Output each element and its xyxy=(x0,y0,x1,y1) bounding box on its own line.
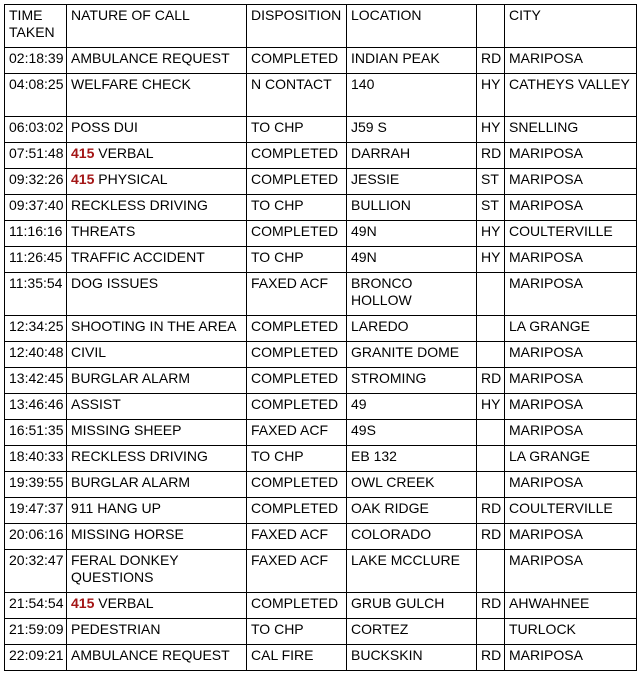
cell-location: J59 S xyxy=(347,117,477,143)
cell-city: MARIPOSA xyxy=(505,48,637,74)
cell-disposition: COMPLETED xyxy=(247,48,347,74)
cell-suffix xyxy=(477,472,505,498)
cell-time: 07:51:48 xyxy=(5,143,67,169)
cell-city: MARIPOSA xyxy=(505,472,637,498)
cell-location: LAREDO xyxy=(347,316,477,342)
table-row xyxy=(5,221,637,247)
table-row xyxy=(5,117,637,143)
cell-nature xyxy=(67,74,247,117)
table-row xyxy=(5,273,637,316)
table-row xyxy=(5,645,637,671)
cell-location: INDIAN PEAK xyxy=(347,48,477,74)
nature-text: RECKLESS DRIVING xyxy=(71,448,208,464)
cell-location: OWL CREEK xyxy=(347,472,477,498)
cell-location: DARRAH xyxy=(347,143,477,169)
table-row xyxy=(5,524,637,550)
cell-disposition: FAXED ACF xyxy=(247,550,347,593)
cell-suffix: HY xyxy=(477,247,505,273)
nature-text: WELFARE CHECK xyxy=(71,76,191,92)
cell-location: BRONCO HOLLOW xyxy=(347,273,477,316)
cell-nature xyxy=(67,498,247,524)
nature-text: TRAFFIC ACCIDENT xyxy=(71,249,205,265)
cell-nature xyxy=(67,524,247,550)
cell-location: OAK RIDGE xyxy=(347,498,477,524)
nature-text: VERBAL xyxy=(94,145,154,161)
cell-disposition: CAL FIRE xyxy=(247,645,347,671)
cell-suffix xyxy=(477,550,505,593)
cell-disposition: COMPLETED xyxy=(247,472,347,498)
cell-city: MARIPOSA xyxy=(505,195,637,221)
cell-disposition: FAXED ACF xyxy=(247,420,347,446)
cell-suffix xyxy=(477,342,505,368)
table-row xyxy=(5,368,637,394)
cell-nature xyxy=(67,143,247,169)
cell-nature xyxy=(67,550,247,593)
cell-suffix: RD xyxy=(477,498,505,524)
cell-time: 16:51:35 xyxy=(5,420,67,446)
table-row xyxy=(5,619,637,645)
cell-city: COULTERVILLE xyxy=(505,221,637,247)
cell-city: AHWAHNEE xyxy=(505,593,637,619)
cell-nature xyxy=(67,619,247,645)
nature-text: BURGLAR ALARM xyxy=(71,474,191,490)
cell-disposition: TO CHP xyxy=(247,619,347,645)
cell-nature xyxy=(67,446,247,472)
table-row xyxy=(5,498,637,524)
cell-nature xyxy=(67,394,247,420)
cell-time: 11:35:54 xyxy=(5,273,67,316)
cell-time: 06:03:02 xyxy=(5,117,67,143)
cell-suffix: HY xyxy=(477,394,505,420)
cell-suffix: RD xyxy=(477,593,505,619)
cell-disposition: TO CHP xyxy=(247,446,347,472)
cell-city: CATHEYS VALLEY xyxy=(505,74,637,117)
cell-suffix: ST xyxy=(477,169,505,195)
table-row xyxy=(5,143,637,169)
cell-disposition: COMPLETED xyxy=(247,593,347,619)
cell-time: 02:18:39 xyxy=(5,48,67,74)
cell-location: 49 xyxy=(347,394,477,420)
cell-time: 19:39:55 xyxy=(5,472,67,498)
cell-nature xyxy=(67,472,247,498)
nature-text: 911 HANG UP xyxy=(71,500,161,516)
cell-time: 22:09:21 xyxy=(5,645,67,671)
nature-text: BURGLAR ALARM xyxy=(71,370,191,386)
cell-time: 11:16:16 xyxy=(5,221,67,247)
cell-location: EB 132 xyxy=(347,446,477,472)
cell-suffix: HY xyxy=(477,74,505,117)
table-row xyxy=(5,394,637,420)
header-nature: NATURE OF CALL xyxy=(67,5,247,48)
nature-text: MISSING HORSE xyxy=(71,526,184,542)
cell-time: 20:32:47 xyxy=(5,550,67,593)
header-time xyxy=(5,5,67,48)
cell-time: 13:46:46 xyxy=(5,394,67,420)
cell-location: CORTEZ xyxy=(347,619,477,645)
cell-time: 09:32:26 xyxy=(5,169,67,195)
call-code: 415 xyxy=(71,595,95,611)
table-row xyxy=(5,74,637,117)
nature-text: THREATS xyxy=(71,223,136,239)
nature-text: VERBAL xyxy=(94,595,154,611)
cell-time: 20:06:16 xyxy=(5,524,67,550)
cell-nature xyxy=(67,247,247,273)
cell-location: 49S xyxy=(347,420,477,446)
cell-location: JESSIE xyxy=(347,169,477,195)
cell-time: 19:47:37 xyxy=(5,498,67,524)
cell-nature xyxy=(67,420,247,446)
cell-suffix xyxy=(477,273,505,316)
table-row xyxy=(5,550,637,593)
cell-suffix xyxy=(477,446,505,472)
table-row xyxy=(5,247,637,273)
cell-city: MARIPOSA xyxy=(505,394,637,420)
header-city: CITY xyxy=(505,5,637,48)
call-log-table xyxy=(4,4,637,671)
cell-city: MARIPOSA xyxy=(505,143,637,169)
cell-city: MARIPOSA xyxy=(505,645,637,671)
nature-text: POSS DUI xyxy=(71,119,138,135)
cell-city: LA GRANGE xyxy=(505,446,637,472)
nature-text: DOG ISSUES xyxy=(71,275,159,291)
cell-nature xyxy=(67,316,247,342)
cell-location: COLORADO xyxy=(347,524,477,550)
cell-time: 18:40:33 xyxy=(5,446,67,472)
table-row xyxy=(5,48,637,74)
nature-text: CIVIL xyxy=(71,344,107,360)
cell-nature xyxy=(67,221,247,247)
cell-disposition: COMPLETED xyxy=(247,143,347,169)
cell-suffix xyxy=(477,619,505,645)
cell-city: MARIPOSA xyxy=(505,342,637,368)
table-row xyxy=(5,420,637,446)
cell-nature xyxy=(67,342,247,368)
nature-text: ASSIST xyxy=(71,396,121,412)
cell-location: BUCKSKIN xyxy=(347,645,477,671)
cell-nature xyxy=(67,273,247,316)
cell-location: LAKE MCCLURE xyxy=(347,550,477,593)
cell-disposition: TO CHP xyxy=(247,247,347,273)
cell-disposition: TO CHP xyxy=(247,195,347,221)
cell-city: MARIPOSA xyxy=(505,273,637,316)
table-row xyxy=(5,446,637,472)
cell-location: BULLION xyxy=(347,195,477,221)
cell-time: 12:40:48 xyxy=(5,342,67,368)
cell-nature xyxy=(67,645,247,671)
cell-suffix: RD xyxy=(477,524,505,550)
cell-city: COULTERVILLE xyxy=(505,498,637,524)
cell-disposition: N CONTACT xyxy=(247,74,347,117)
nature-text: SHOOTING IN THE AREA xyxy=(71,318,237,334)
cell-time: 09:37:40 xyxy=(5,195,67,221)
table-row xyxy=(5,195,637,221)
nature-text: MISSING SHEEP xyxy=(71,422,182,438)
cell-suffix: HY xyxy=(477,117,505,143)
cell-city: MARIPOSA xyxy=(505,368,637,394)
cell-time: 13:42:45 xyxy=(5,368,67,394)
call-code: 415 xyxy=(71,171,95,187)
nature-text: PHYSICAL xyxy=(94,171,168,187)
cell-disposition: TO CHP xyxy=(247,117,347,143)
cell-time: 21:59:09 xyxy=(5,619,67,645)
cell-city: MARIPOSA xyxy=(505,247,637,273)
table-body xyxy=(5,48,637,671)
cell-suffix: ST xyxy=(477,195,505,221)
cell-time: 12:34:25 xyxy=(5,316,67,342)
table-row xyxy=(5,472,637,498)
cell-city: LA GRANGE xyxy=(505,316,637,342)
nature-text: RECKLESS DRIVING xyxy=(71,197,208,213)
header-row xyxy=(5,5,637,48)
cell-city: MARIPOSA xyxy=(505,550,637,593)
cell-suffix: RD xyxy=(477,48,505,74)
nature-text: FERAL DONKEY QUESTIONS xyxy=(71,552,183,585)
cell-nature xyxy=(67,195,247,221)
nature-text: PEDESTRIAN xyxy=(71,621,161,637)
cell-nature xyxy=(67,169,247,195)
cell-disposition: COMPLETED xyxy=(247,316,347,342)
cell-location: STROMING xyxy=(347,368,477,394)
cell-location: 140 xyxy=(347,74,477,117)
nature-text: AMBULANCE REQUEST xyxy=(71,50,230,66)
cell-disposition: FAXED ACF xyxy=(247,524,347,550)
cell-location: GRANITE DOME xyxy=(347,342,477,368)
cell-suffix: HY xyxy=(477,221,505,247)
cell-disposition: COMPLETED xyxy=(247,221,347,247)
cell-city: SNELLING xyxy=(505,117,637,143)
cell-suffix: RD xyxy=(477,368,505,394)
cell-nature xyxy=(67,368,247,394)
header-disposition: DISPOSITION xyxy=(247,5,347,48)
table-row xyxy=(5,593,637,619)
cell-time: 04:08:25 xyxy=(5,74,67,117)
table-row xyxy=(5,169,637,195)
cell-disposition: FAXED ACF xyxy=(247,273,347,316)
cell-disposition: COMPLETED xyxy=(247,498,347,524)
table-row xyxy=(5,342,637,368)
cell-location: GRUB GULCH xyxy=(347,593,477,619)
cell-city: MARIPOSA xyxy=(505,524,637,550)
header-location: LOCATION xyxy=(347,5,477,48)
cell-suffix: RD xyxy=(477,143,505,169)
cell-disposition: COMPLETED xyxy=(247,169,347,195)
cell-disposition: COMPLETED xyxy=(247,394,347,420)
header-time-label: TIME TAKEN xyxy=(9,7,55,40)
cell-city: MARIPOSA xyxy=(505,169,637,195)
cell-suffix: RD xyxy=(477,645,505,671)
cell-city: MARIPOSA xyxy=(505,420,637,446)
cell-suffix xyxy=(477,316,505,342)
table-row xyxy=(5,316,637,342)
cell-suffix xyxy=(477,420,505,446)
cell-nature xyxy=(67,48,247,74)
cell-time: 21:54:54 xyxy=(5,593,67,619)
cell-disposition: COMPLETED xyxy=(247,368,347,394)
cell-disposition: COMPLETED xyxy=(247,342,347,368)
cell-location: 49N xyxy=(347,247,477,273)
cell-location: 49N xyxy=(347,221,477,247)
call-code: 415 xyxy=(71,145,95,161)
cell-time: 11:26:45 xyxy=(5,247,67,273)
header-suffix xyxy=(477,5,505,48)
nature-text: AMBULANCE REQUEST xyxy=(71,647,230,663)
cell-city: TURLOCK xyxy=(505,619,637,645)
cell-nature xyxy=(67,117,247,143)
cell-nature xyxy=(67,593,247,619)
